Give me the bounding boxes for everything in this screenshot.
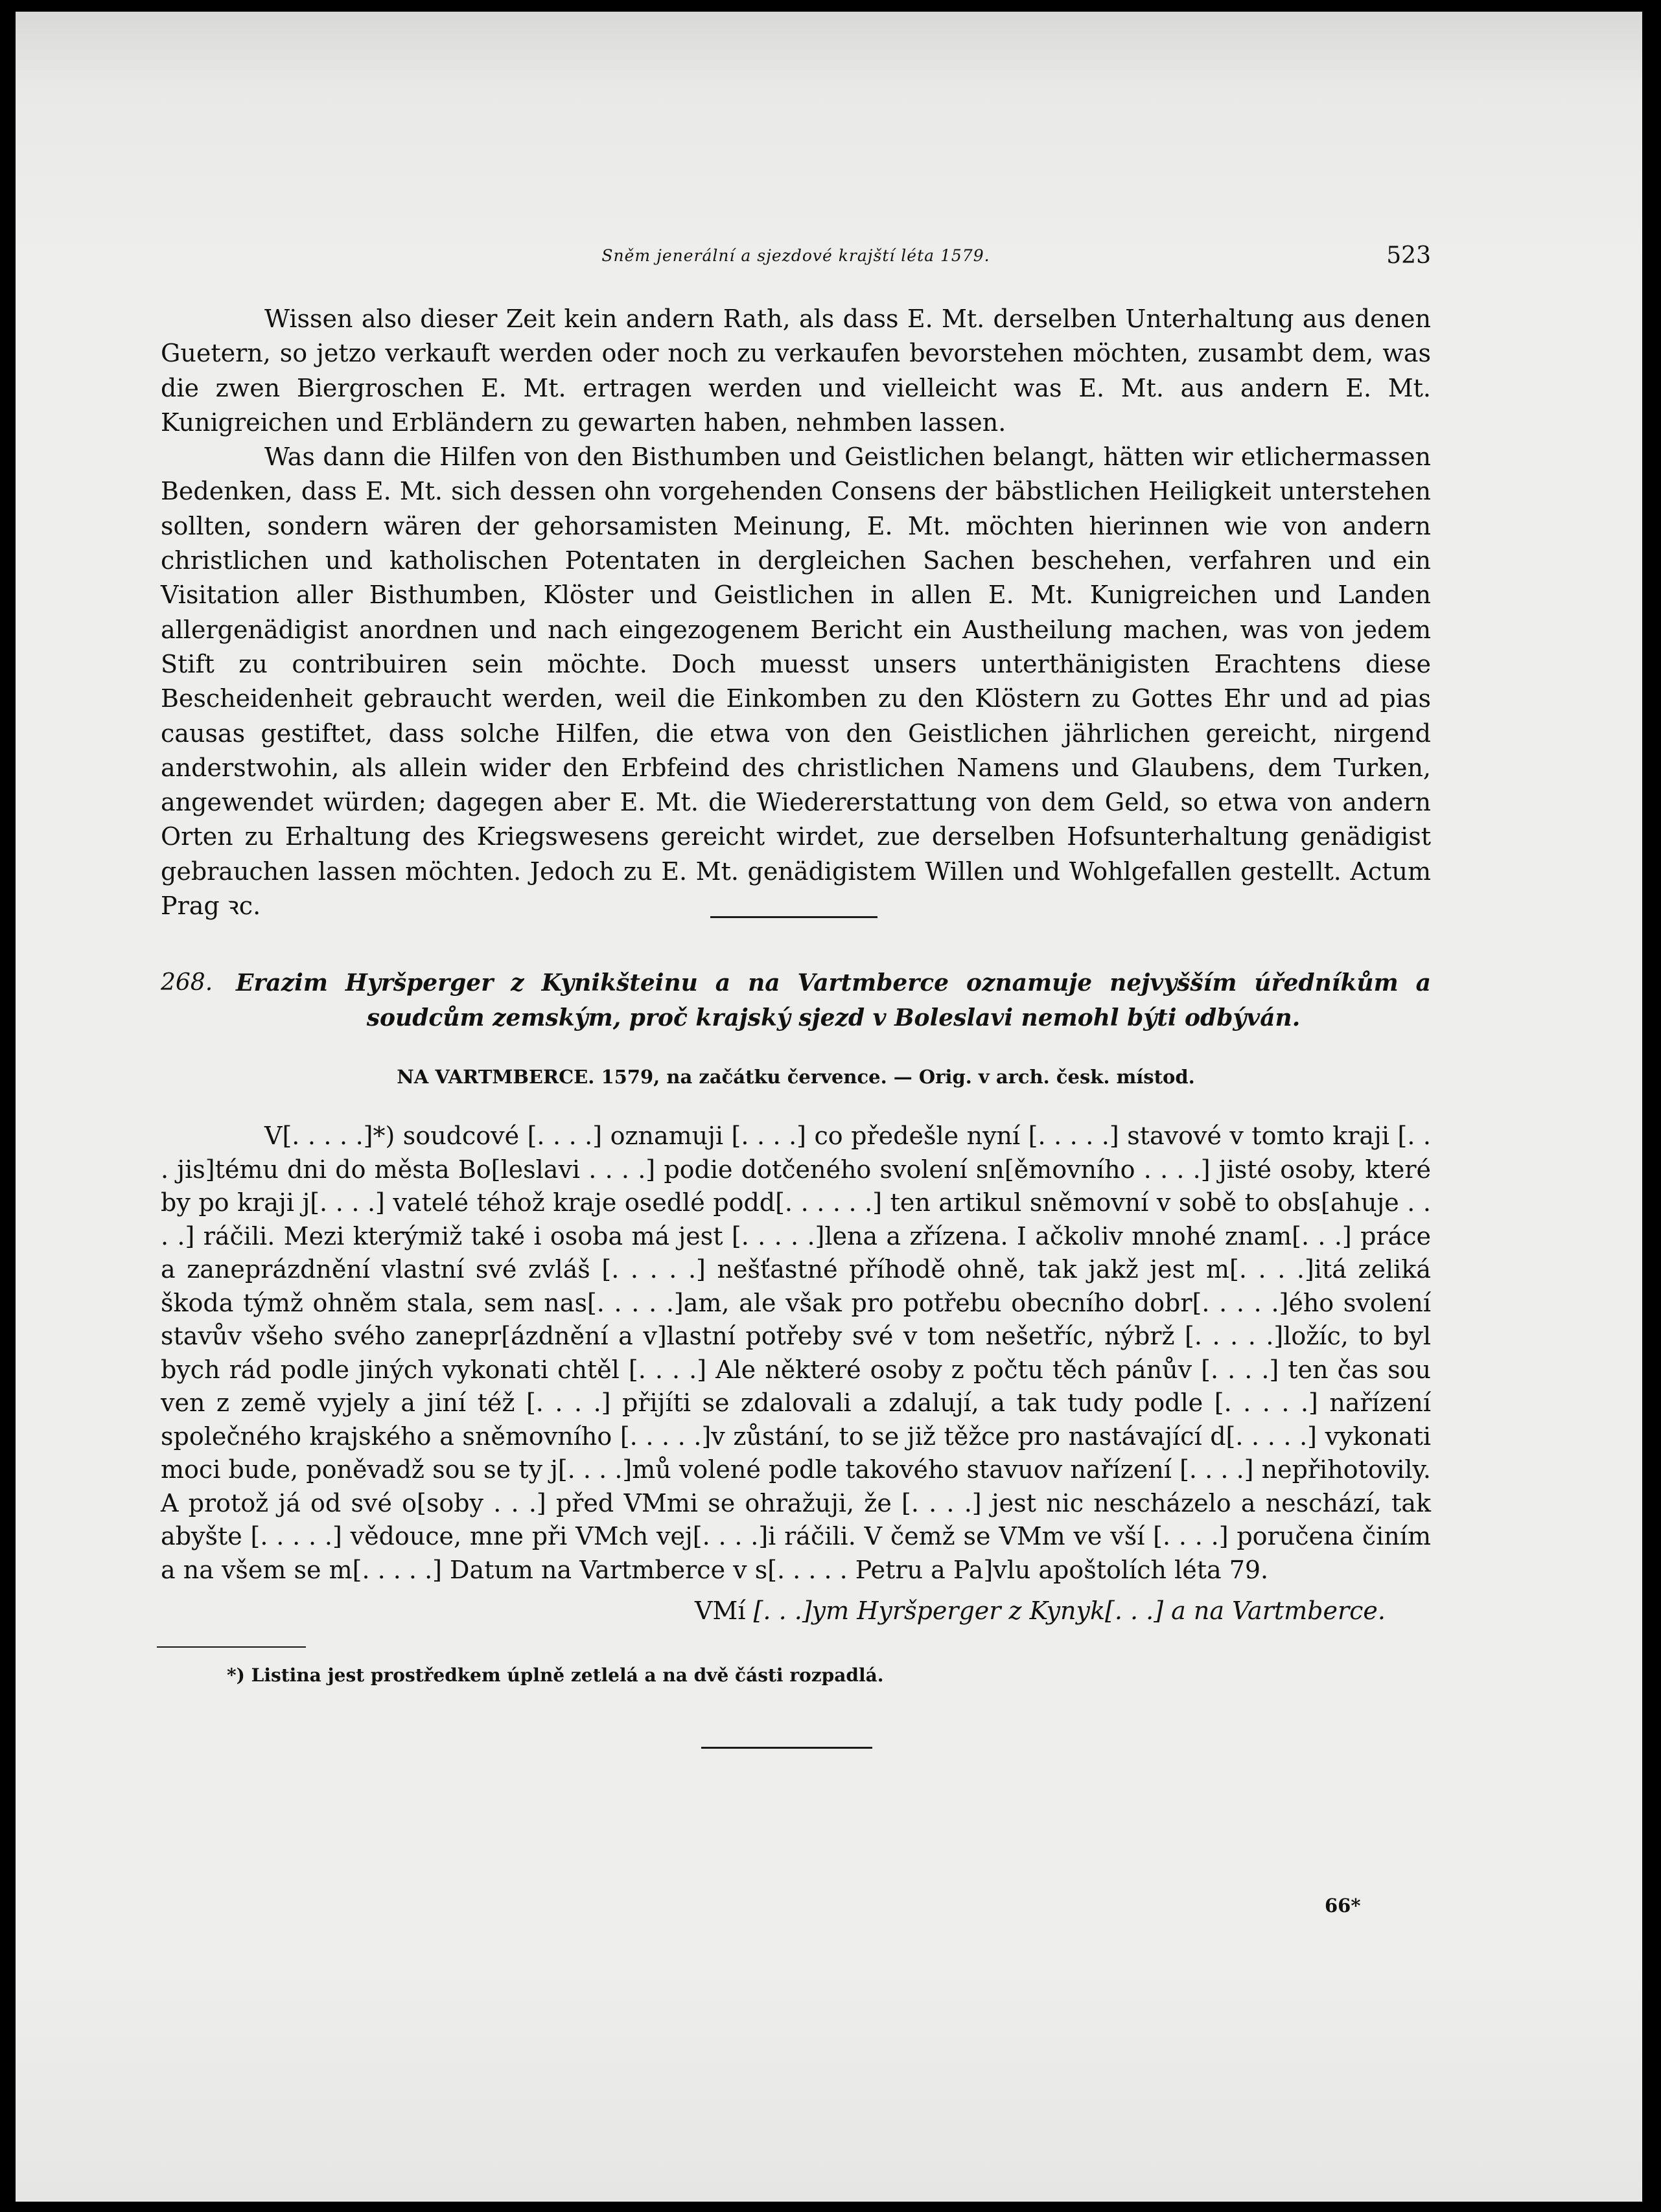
paragraph: Was dann die Hilfen von den Bisthumben und Geistlichen belangt, hätten wir etlichermassen Bedenken, dass E. Mt. sich dessen ohn vorgehenden Consens der bäbstlichen Heiligkeit unterstehen sollten, sondern wären der gehorsamisten Meinung, E. Mt. möchten hierinnen wie von andern christlichen und katholischen Potentaten in dergleichen Sachen beschehen, verfahren und ein Visitation aller Bisthumben, Klöster und Geistlichen in allen E. Mt. Kunigreichen und Landen allergenädigist anordnen und nach eingezogenem Bericht ein Austheilung machen, was von jedem Stift zu contribuiren sein möchte. Doch muesst unsers unterthänigisten Erachtens diese Bescheidenheit gebraucht werden, weil die Einkomben zu den Klöstern zu Gottes Ehr und ad pias causas gestiftet, dass solche Hilfen, die etwa von den Geistlichen jährlichen gereicht, nirgend anderstwohin, als allein wider den Erbfeind des christlichen Namens und Glaubens, dem Turken, angewendet würden; dagegen aber E. Mt. die Wiedererstattung von dem Geld, so etwa von andern Orten zu Erhaltung des Kriegswesens gereicht wirdet, zue derselben Hofsunterhaltung genädigist gebrauchen lassen möchten. Jedoch zu E. Mt. genädigistem Willen und Wohlgefallen gestellt. Actum Prag ꝛc. [161,443,1431,921]
document-title: Erazim Hyršperger z Kynikšteinu a na Vartmberce oznamuje nejvyšším úředníkům a soudcům zemským, proč krajský sjezd v Boleslavi nemohl býti odbýván. [236,969,1431,1031]
german-text-block [161,302,1431,923]
end-divider [701,1747,872,1749]
footnote: *) Listina jest prostředkem úplně zetlelá a na dvě části rozpadlá. [227,1665,884,1686]
signature-name: [. . .]ym Hyršperger z Kynyk[. . .] a na Vartmberce. [753,1596,1386,1625]
running-title: Sněm jenerální a sjezdové krajští léta 1579. [601,246,990,265]
printer-signature-mark: 66* [1325,1895,1361,1917]
running-head [161,240,1431,272]
document-signature [695,1594,1386,1628]
czech-text-block [161,1120,1431,1587]
document-number: 268. [161,969,213,996]
document-source-line: NA VARTMBERCE. 1579, na začátku července. — Orig. v arch. česk. místod. [397,1066,1195,1088]
section-divider [710,916,877,918]
page-number: 523 [1386,242,1431,269]
book-page [16,12,1642,2202]
signature-prefix: VMí [694,1596,746,1625]
paragraph: Wissen also dieser Zeit kein andern Rath, als dass E. Mt. derselben Unterhaltung aus denen Guetern, so jetzo verkauft werden oder noch zu verkaufen bevorstehen möchten, zusambt dem, was die zwen Biergroschen E. Mt. ertragen werden und vielleicht was E. Mt. aus andern E. Mt. Kunigreichen und Erbländern zu gewarten haben, nehmben lassen. [161,305,1431,437]
document-heading [161,965,1431,1035]
footnote-divider [157,1646,306,1648]
document-body: V[. . . . .]*) soudcové [. . . .] oznamuji [. . . .] co předešle nyní [. . . . .] stavové v tomto kraji [. . . jis]tému dni do města Bo[leslavi . . . .] podie dotčeného svolení sn[ěmovního . . . .] jisté osoby, které by po kraji j[. . . .] vatelé téhož kraje osedlé podd[. . . . . .] ten artikul sněmovní v sobě to obs[ahuje . . . .] ráčili. Mezi kterýmiž také i osoba má jest [. . . . .]lena a zřízena. I ačkoliv mnohé znam[. . .] práce a zaneprázdnění vlastní své zvláš [. . . . .] nešťastné příhodě ohně, tak jakž jest m[. . . .]itá zeliká škoda týmž ohněm stala, sem nas[. . . . .]am, ale však pro potřebu obecního dobr[. . . . .]ého svolení stavův všeho svého zanepr[ázdnění a v]lastní potřeby své v tom nešetříc, nýbrž [. . . . .]ložíc, to byl bych rád podle jiných vykonati chtěl [. . . .] Ale některé osoby z počtu těch pánův [. . . .] ten čas sou ven z země vyjely a jiní též [. . . .] přijíti se zdalovali a zdalují, a tak tudy podle [. . . . .] nařízení společného krajského a sněmovního [. . . . .]v zůstání, to se již těžce pro nastávající d[. . . . .] vykonati moci bude, poněvadž sou se ty j[. . . .]mů volené podle takového stavuov nařízení [. . . .] nepřihotovily. A protož já od své o[soby . . .] před VMmi se ohražuji, že [. . . .] jest nic nescházelo a neschází, tak abyšte [. . . . .] vědouce, mne při VMch vej[. . . .]i ráčili. V čemž se VMm ve vší [. . . .] poručena činím a na všem se m[. . . . .] Datum na Vartmberce v s[. . . . . Petru a Pa]vlu apoštolích léta 79. [161,1122,1431,1584]
